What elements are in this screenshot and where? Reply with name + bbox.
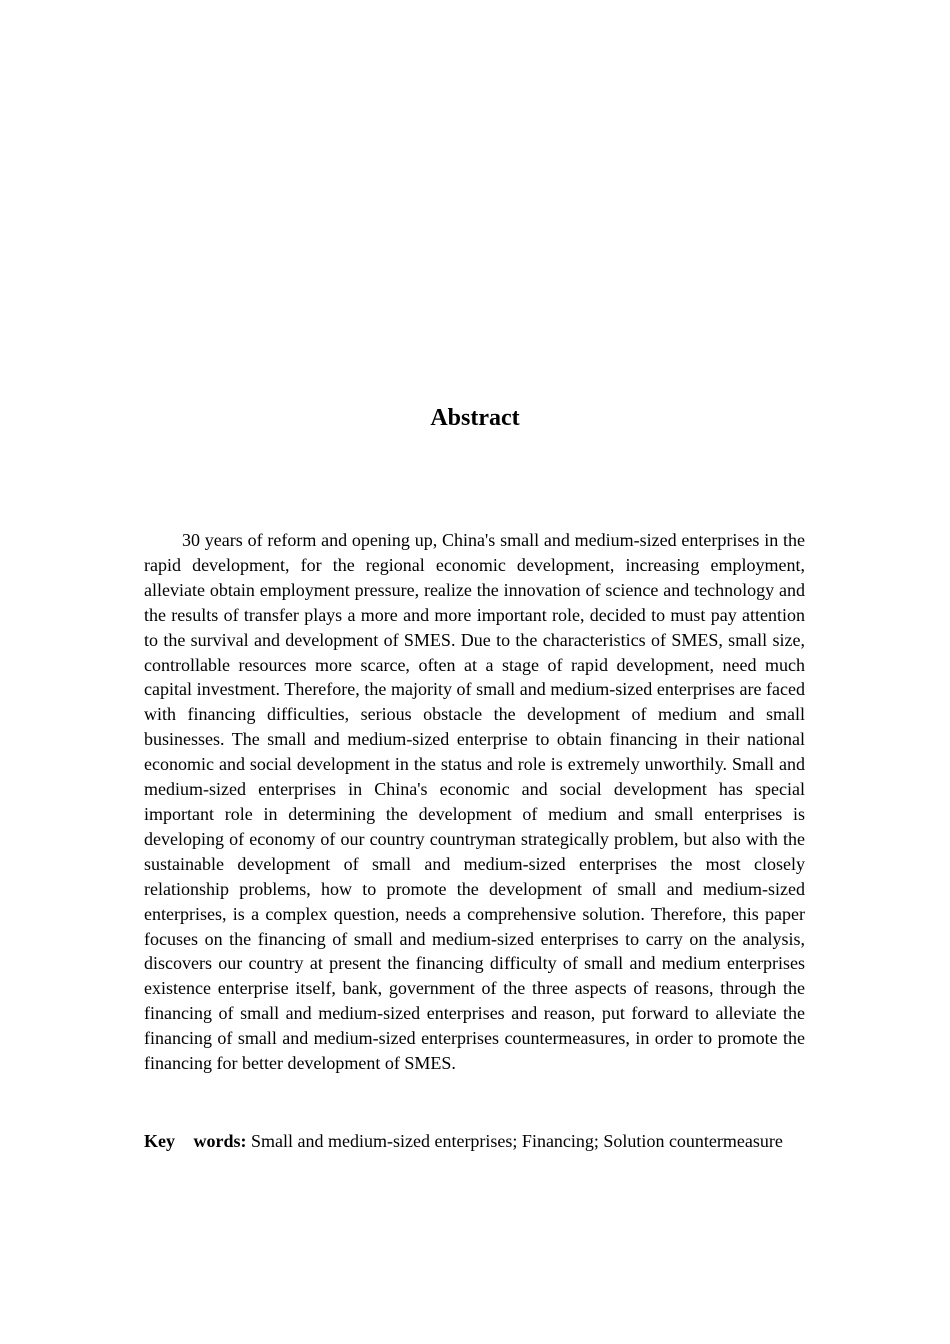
keywords-line	[144, 1123, 805, 1161]
abstract-title: Abstract	[430, 405, 520, 431]
abstract-body: 30 years of reform and opening up, China's small and medium-sized enterprises in the rapid development, for the regional economic development, increasing employment, alleviate obtain employment pressure, realize the innovation of science and technology and the results of transfer plays a more and more important role, decided to must pay attention to the survival and development of SMES. Due to the characteristics of SMES, small size, controllable resources more scarce, often at a stage of rapid development, need much capital investment. Therefore, the majority of small and medium-sized enterprises are faced with financing difficulties, serious obstacle the development of medium and small businesses. The small and medium-sized enterprise to obtain financing in their national economic and social development in the status and role is extremely unworthily. Small and medium-sized enterprises in China's economic and social development has special important role in determining the development of medium and small enterprises is developing of economy of our country countryman strategically problem, but also with the sustainable development of small and medium-sized enterprises the most closely relationship problems, how to promote the development of small and medium-sized enterprises, is a complex question, needs a comprehensive solution. Therefore, this paper focuses on the financing of small and medium-sized enterprises to carry on the analysis, discovers our country at present the financing difficulty of small and medium enterprises existence enterprise itself, bank, government of the three aspects of reasons, through the financing of small and medium-sized enterprises and reason, put forward to alleviate the financing of small and medium-sized enterprises countermeasures, in order to promote the financing for better development of SMES.	[144, 530, 805, 1074]
keywords-text: Small and medium-sized enterprises; Financing; Solution countermeasure	[251, 1131, 783, 1151]
keywords-label: Key words:	[144, 1131, 247, 1151]
